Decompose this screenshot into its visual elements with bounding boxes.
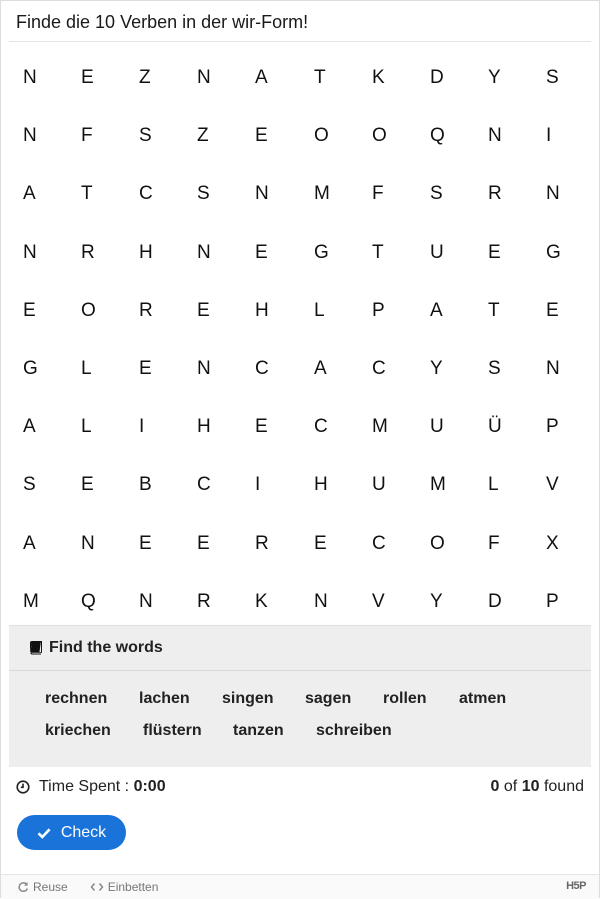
grid-letter[interactable]: Y xyxy=(430,358,443,379)
grid-letter[interactable]: E xyxy=(139,533,152,554)
grid-letter[interactable]: I xyxy=(546,125,552,146)
word-item: atmen xyxy=(459,690,507,707)
grid-letter[interactable]: R xyxy=(488,183,502,204)
grid-letter[interactable]: T xyxy=(372,242,384,263)
word-item: sagen xyxy=(305,690,352,707)
grid-letter[interactable]: Z xyxy=(139,67,151,88)
divider xyxy=(9,41,591,42)
grid-letter[interactable]: N xyxy=(314,591,328,612)
grid-letter[interactable]: Q xyxy=(81,591,96,612)
grid-letter[interactable]: R xyxy=(81,242,95,263)
of-label: of xyxy=(503,778,518,795)
grid-letter[interactable]: N xyxy=(81,533,95,554)
embed-button[interactable] xyxy=(90,880,159,894)
grid-letter[interactable]: C xyxy=(139,183,153,204)
grid-letter[interactable]: H xyxy=(255,300,269,321)
grid-letter[interactable]: B xyxy=(139,474,152,495)
grid-letter[interactable]: C xyxy=(314,416,328,437)
grid-letter[interactable]: R xyxy=(197,591,211,612)
grid-letter[interactable]: L xyxy=(81,416,92,437)
grid-letter[interactable]: A xyxy=(23,183,36,204)
grid-letter[interactable]: L xyxy=(81,358,92,379)
word-item: rechnen xyxy=(45,690,108,707)
grid-letter[interactable]: S xyxy=(546,67,559,88)
grid-letter[interactable]: U xyxy=(430,242,444,263)
grid-letter[interactable]: N xyxy=(197,67,211,88)
word-item: tanzen xyxy=(233,722,284,739)
grid-letter[interactable]: N xyxy=(197,358,211,379)
found-counter xyxy=(491,778,584,796)
check-icon xyxy=(37,826,51,840)
grid-letter[interactable]: V xyxy=(546,474,559,495)
grid-letter[interactable]: P xyxy=(546,416,559,437)
grid-letter[interactable]: N xyxy=(488,125,502,146)
grid-letter[interactable]: F xyxy=(372,183,384,204)
grid-letter[interactable]: C xyxy=(197,474,211,495)
grid-letter[interactable]: X xyxy=(546,533,559,554)
grid-letter[interactable]: H xyxy=(314,474,328,495)
grid-letter[interactable]: I xyxy=(139,416,145,437)
grid-letter[interactable]: R xyxy=(255,533,269,554)
grid-letter[interactable]: E xyxy=(255,416,268,437)
grid-letter[interactable]: Q xyxy=(430,125,445,146)
grid-letter[interactable]: E xyxy=(197,300,210,321)
grid-letter[interactable]: M xyxy=(314,183,330,204)
grid-letter[interactable]: K xyxy=(255,591,268,612)
grid-letter[interactable]: N xyxy=(546,183,560,204)
grid-letter[interactable]: H xyxy=(139,242,153,263)
found-count: 0 xyxy=(490,778,500,795)
word-item: lachen xyxy=(139,690,190,707)
grid-letter[interactable]: P xyxy=(372,300,385,321)
grid-letter[interactable]: E xyxy=(255,242,268,263)
word-item: kriechen xyxy=(45,722,111,739)
grid-letter[interactable]: T xyxy=(488,300,500,321)
check-button[interactable] xyxy=(17,815,126,850)
grid-letter[interactable]: K xyxy=(372,67,385,88)
grid-letter[interactable]: O xyxy=(372,125,387,146)
grid-letter[interactable]: E xyxy=(546,300,559,321)
grid-letter[interactable]: M xyxy=(23,591,39,612)
task-title: Finde die 10 Verben in der wir-Form! xyxy=(16,12,309,32)
grid-letter[interactable]: A xyxy=(23,533,36,554)
reuse-icon xyxy=(17,881,29,893)
grid-letter[interactable]: M xyxy=(430,474,446,495)
word-item: singen xyxy=(222,690,274,707)
grid-letter[interactable]: S xyxy=(23,474,36,495)
grid-letter[interactable]: G xyxy=(546,242,561,263)
grid-letter[interactable]: H xyxy=(197,416,211,437)
grid-letter[interactable]: F xyxy=(81,125,93,146)
grid-letter[interactable]: I xyxy=(255,474,261,495)
grid-letter[interactable]: C xyxy=(372,533,386,554)
grid-letter[interactable]: G xyxy=(314,242,329,263)
word-item: schreiben xyxy=(316,722,392,739)
grid-letter[interactable]: S xyxy=(430,183,443,204)
grid-letter[interactable]: N xyxy=(23,67,37,88)
grid-letter[interactable]: E xyxy=(23,300,36,321)
grid-letter[interactable]: N xyxy=(197,242,211,263)
reuse-button[interactable] xyxy=(17,880,68,894)
grid-letter[interactable]: N xyxy=(546,358,560,379)
grid-letter[interactable]: A xyxy=(430,300,443,321)
grid-letter[interactable]: M xyxy=(372,416,388,437)
grid-letter[interactable]: E xyxy=(197,533,210,554)
h5p-logo: H5P xyxy=(566,880,586,892)
words-panel-header xyxy=(9,626,591,671)
grid-letter[interactable]: O xyxy=(314,125,329,146)
grid-letter[interactable]: A xyxy=(23,416,36,437)
time-spent-value: 0:00 xyxy=(133,778,166,795)
grid-letter[interactable]: D xyxy=(488,591,502,612)
grid-letter[interactable]: E xyxy=(81,67,94,88)
total-count: 10 xyxy=(521,778,540,795)
grid-letter[interactable]: E xyxy=(81,474,94,495)
words-panel xyxy=(9,625,591,767)
grid-letter[interactable]: C xyxy=(255,358,269,379)
grid-letter[interactable]: P xyxy=(546,591,559,612)
grid-letter[interactable]: E xyxy=(314,533,327,554)
grid-letter[interactable]: N xyxy=(139,591,153,612)
grid-letter[interactable]: D xyxy=(430,67,444,88)
grid-letter[interactable]: C xyxy=(372,358,386,379)
grid-letter[interactable]: S xyxy=(139,125,152,146)
grid-letter[interactable]: U xyxy=(372,474,386,495)
grid-letter[interactable]: V xyxy=(372,591,385,612)
grid-letter[interactable]: U xyxy=(430,416,444,437)
grid-letter[interactable]: E xyxy=(488,242,501,263)
grid-letter[interactable]: Ü xyxy=(488,416,502,437)
grid-letter[interactable]: O xyxy=(81,300,96,321)
grid-letter[interactable]: O xyxy=(430,533,445,554)
grid-letter[interactable]: T xyxy=(81,183,93,204)
grid-letter[interactable]: N xyxy=(23,242,37,263)
word-item: rollen xyxy=(383,690,427,707)
grid-letter[interactable]: L xyxy=(488,474,499,495)
grid-letter[interactable]: Y xyxy=(488,67,501,88)
grid-letter[interactable]: N xyxy=(23,125,37,146)
grid-letter[interactable]: Y xyxy=(430,591,443,612)
grid-letter[interactable]: T xyxy=(314,67,326,88)
grid-letter[interactable]: F xyxy=(488,533,500,554)
clock-icon xyxy=(16,780,30,794)
book-icon xyxy=(29,641,43,655)
letter-grid[interactable] xyxy=(1,49,600,629)
found-label: found xyxy=(543,778,584,795)
grid-letter[interactable]: E xyxy=(139,358,152,379)
word-item: flüstern xyxy=(143,722,202,739)
words-panel-title: Find the words xyxy=(49,639,163,656)
code-icon xyxy=(90,881,104,893)
grid-letter[interactable]: Z xyxy=(197,125,209,146)
reuse-label: Reuse xyxy=(33,880,68,894)
embed-label: Einbetten xyxy=(107,880,159,894)
grid-letter[interactable]: S xyxy=(488,358,501,379)
grid-letter[interactable]: S xyxy=(197,183,210,204)
timer xyxy=(16,778,166,796)
status-row xyxy=(16,775,584,799)
grid-letter[interactable]: L xyxy=(314,300,325,321)
time-spent-label: Time Spent : xyxy=(39,778,130,795)
grid-letter[interactable]: R xyxy=(139,300,153,321)
grid-letter[interactable]: N xyxy=(255,183,269,204)
footer xyxy=(1,874,599,899)
check-button-label: Check xyxy=(60,823,107,841)
grid-letter[interactable]: E xyxy=(255,125,268,146)
grid-letter[interactable]: A xyxy=(255,67,268,88)
grid-letter[interactable]: A xyxy=(314,358,327,379)
grid-letter[interactable]: G xyxy=(23,358,38,379)
